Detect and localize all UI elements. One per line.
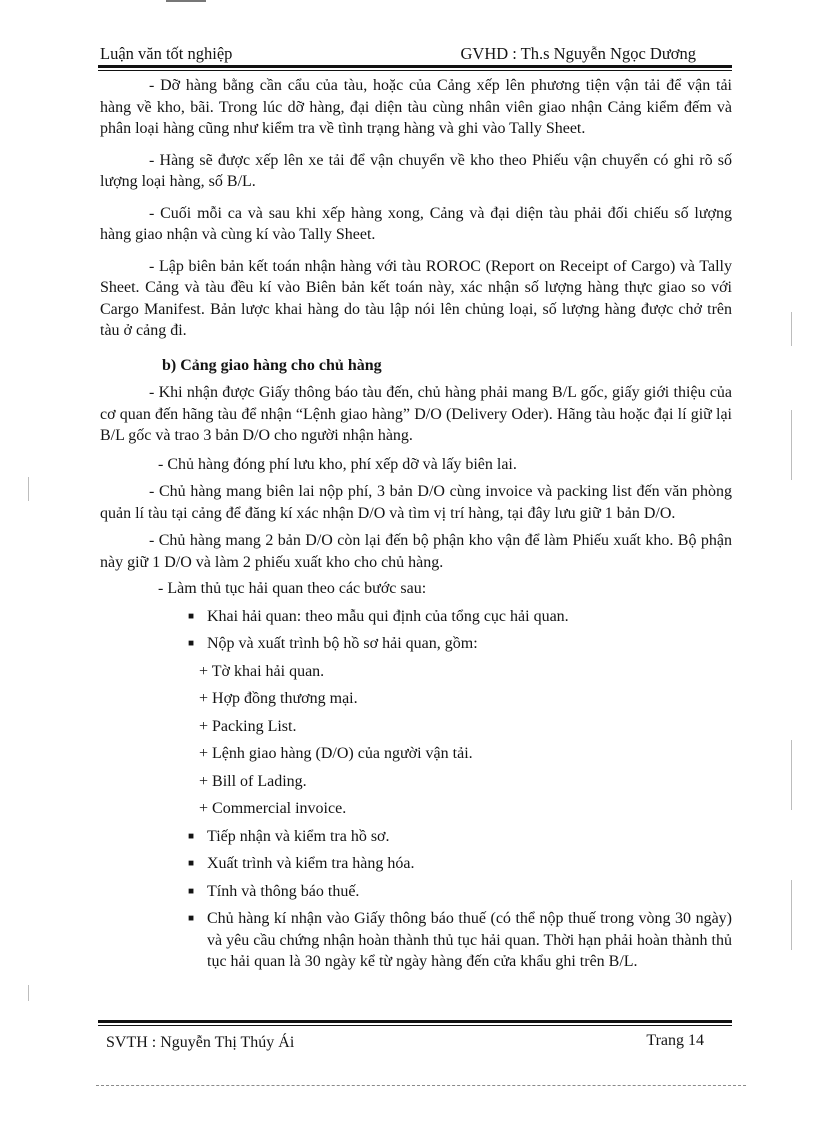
sub-list-item: + Tờ khai hải quan. [199, 662, 325, 680]
paragraph-arrival-notice: - Khi nhận được Giấy thông báo tàu đến, chủ hàng phải mang B/L gốc, giấy giới thiệu của cơ quan đến hãng tàu để nhận “Lệnh giao hàng” D/O (Delivery Oder). Hãng tàu hoặc đại lí giữ lại B/L gốc và trao 3 bản D/O cho người nhận hàng. [100, 384, 732, 444]
list-item [100, 826, 732, 848]
sub-list-item: + Hợp đồng thương mại. [199, 690, 358, 707]
footer-rule-thin [98, 1025, 732, 1026]
header-rule-thin [98, 70, 732, 71]
sub-list-item: + Commercial invoice. [199, 800, 347, 817]
paragraph-storage-fee: - Chủ hàng đóng phí lưu kho, phí xếp dỡ và lấy biên lai. [158, 455, 517, 473]
bullet-icon: ■ [188, 885, 195, 897]
scan-artifact [96, 1085, 746, 1087]
header-thesis-title: Luận văn tốt nghiệp [100, 44, 233, 63]
footer-rule-thick [98, 1020, 732, 1023]
list-item [100, 606, 732, 628]
sub-list-item: + Packing List. [199, 717, 297, 735]
scan-artifact [791, 312, 792, 346]
list-item-text: Chủ hàng kí nhận vào Giấy thông báo thuế (có thể nộp thuế trong vòng 30 ngày) và yêu cầu chứng nhận hoàn thành thủ tục hải quan. Thời hạn phải hoàn thành thủ tục hải quan là 30 ngày kể từ ngày hàng đến cửa khẩu ghi trên B/L. [207, 910, 732, 970]
section-heading-b: b) Cảng giao hàng cho chủ hàng [162, 356, 382, 374]
paragraph-customs-steps: - Làm thủ tục hải quan theo các bước sau: [158, 580, 427, 597]
list-item-text: Xuất trình và kiểm tra hàng hóa. [207, 855, 415, 872]
paragraph-unloading: - Dỡ hàng bằng cần cẩu của tàu, hoặc của Cảng xếp lên phương tiện vận tải để vận tải hàng về kho, bãi. Trong lúc dỡ hàng, đại diện tàu cùng nhân viên giao nhận Cảng kiểm đếm và phân loại hàng cũng như kiểm tra về tình trạng hàng và ghi vào Tally Sheet. [100, 77, 732, 137]
header-advisor: GVHD : Th.s Nguyễn Ngọc Dương [460, 44, 696, 63]
header-rule-thick [98, 65, 732, 68]
list-item-text: Nộp và xuất trình bộ hồ sơ hải quan, gồm: [207, 635, 478, 652]
list-item [100, 908, 732, 973]
paragraph-truck-loading: - Hàng sẽ được xếp lên xe tải để vận chuyển về kho theo Phiếu vận chuyển có ghi rõ số lượng loại hàng, số B/L. [100, 151, 732, 190]
sub-list-item: + Lệnh giao hàng (D/O) của người vận tải. [199, 745, 473, 762]
paragraph-warehouse-slip: - Chủ hàng mang 2 bản D/O còn lại đến bộ phận kho vận để làm Phiếu xuất kho. Bộ phận này giữ 1 D/O và làm 2 phiếu xuất kho cho chủ hàng. [100, 532, 732, 571]
bullet-icon: ■ [188, 858, 195, 869]
bullet-icon: ■ [188, 830, 195, 842]
footer-student-name: SVTH : Nguyễn Thị Thúy Ái [106, 1034, 295, 1051]
paragraph-do-registration: - Chủ hàng mang biên lai nộp phí, 3 bản D/O cùng invoice và packing list đến văn phòng quản lí tàu tại cảng để đăng kí xác nhận D/O và tìm vị trí hàng, tại đây lưu giữ 1 bản D/O. [100, 483, 732, 522]
page-number: Trang 14 [646, 1032, 704, 1049]
list-item-text: Khai hải quan: theo mẫu qui định của tổng cục hải quan. [207, 607, 569, 625]
scan-artifact [791, 880, 792, 950]
list-item-text: Tính và thông báo thuế. [207, 882, 360, 900]
list-item [100, 881, 732, 903]
scan-artifact [28, 985, 29, 1001]
scan-artifact [166, 0, 206, 2]
list-item-text: Tiếp nhận và kiểm tra hồ sơ. [207, 827, 390, 845]
scan-artifact [28, 477, 29, 501]
paragraph-shift-check: - Cuối mỗi ca và sau khi xếp hàng xong, Cảng và đại diện tàu phải đối chiếu số lượng hàng giao nhận và cùng kí vào Tally Sheet. [100, 204, 732, 243]
list-item [100, 633, 732, 655]
sub-list-item: + Bill of Lading. [199, 772, 307, 790]
scan-artifact [791, 410, 792, 480]
bullet-icon: ■ [188, 638, 195, 649]
page-body [100, 75, 732, 973]
paragraph-roroc: - Lập biên bản kết toán nhận hàng với tàu ROROC (Report on Receipt of Cargo) và Tally Sheet. Cảng và tàu đều kí vào Biên bản kết toán này, xác nhận số lượng hàng thực giao so với Cargo Manifest. Bản lược khai hàng do tàu lập nói lên chủng loại, số lượng hàng được chở trên tàu ở cảng đi. [100, 257, 732, 339]
list-item [100, 853, 732, 875]
scan-artifact [791, 740, 792, 810]
bullet-icon: ■ [188, 610, 195, 622]
bullet-icon: ■ [188, 913, 195, 924]
